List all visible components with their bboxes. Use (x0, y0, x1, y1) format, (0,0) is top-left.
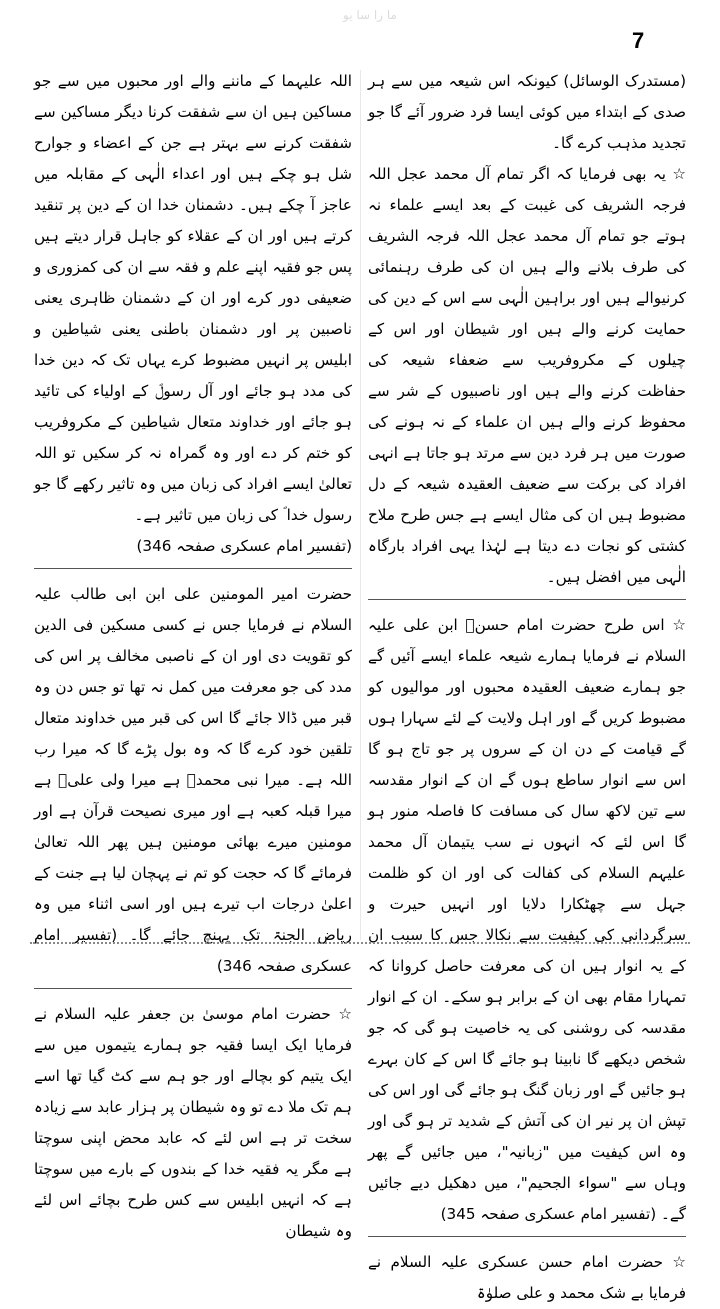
separator-line (368, 599, 686, 600)
separator-line (368, 1236, 686, 1237)
right-column (368, 66, 686, 1309)
column-divider (360, 70, 361, 940)
paragraph-mustadrak: (مستدرک الوسائل) کیونکہ اس شیعہ میں سے ہر صدی کے ابتداء میں کوئی ایسا فرد ضرور آئے گا جو تجدید مذہب کرے گا۔ (368, 72, 686, 152)
paragraph-imam-hasan: ☆ اس طرح حضرت امام حسنؑ ابن علی علیہ السلام نے فرمایا ہمارے شیعہ علماء ایسے آئیں گے جو ہمارے ضعیف العقیدہ محبوں اور موالیوں کو مضبوط کریں گے اور اہل ولایت کے لئے سہارا ہوں گے قیامت کے دن ان کے سروں پر جو تاج ہو گا اس سے انوار ساطع ہوں گے ان کے انوار مقدسہ سے تین لاکھ سال کی مسافت کا فاصلہ منور ہو گا اس لئے کہ انہوں نے سب یتیمان آل محمد علیہم السلام کی کفالت کی اور ان کو ظلمت جہل سے چھٹکارا دلایا اور انہیں حیرت و سرگردانی کی کیفیت سے نکالا جس کا سبب ان کے یہ انوار ہیں ان کی معرفت حاصل کروانا کہ تمہارا مقام بھی ان کے برابر ہو سکے۔ ان کے انوار مقدسہ کی روشنی کی یہ خاصیت ہو گی کہ جو شخص دیکھے گا نابینا ہو جائے گا اس کے کان بہرے ہو جائیں گے اور زبان گنگ ہو جائے گی اور اس کی تپش ان پر نیر ان کی آتش کے شدید تر ہو گی اور وہ اس کیفیت میں "زبانیہ"، میں جائیں گے پھر وہاں سے "سواء الجحیم"، میں دھکیل دیے جائیں گے۔ (تفسیر امام عسکری صفحہ 345) (368, 616, 686, 1223)
paragraph-ulama-ghaibat: ☆ یہ بھی فرمایا کہ اگر تمام آل محمد عجل اللہ فرجہ الشریف کی غیبت کے بعد ایسے علماء نہ ہوتے جو تمام آل محمد عجل اللہ فرجہ الشریف کی طرف بلانے والے ہیں ان کی طرف رہنمائی کرنیوالے ہیں اور براہین الٰہی سے اس کے دین کی حمایت کرنے والے ہیں اور شیطان اور اس کے چیلوں کے مکروفریب سے ضعفاء شیعہ کی حفاظت کرنے والے ہیں اور ناصبیوں کے شر سے محفوظ کرنے والے ہیں ان علماء کے نہ ہونے کی صورت میں ہر فرد دین سے مرتد ہو جاتا ہے انہی افراد کی برکت سے ضعیف العقیدہ شیعہ کے دل مضبوط ہیں ان کی مثال ایسے ہے جس طرح ملاح کشتی کو نجات دے دیتا ہے لہٰذا یہی افراد بارگاہ الٰہی میں افضل ہیں۔ (368, 165, 686, 586)
paragraph-imam-askari: ☆ حضرت امام حسن عسکری علیہ السلام نے فرمایا بے شک محمد و علی صلوٰۃ (368, 1253, 686, 1302)
faint-header-text: ما را سا یو (343, 8, 397, 22)
paragraph-imam-musa-kazim: ☆ حضرت امام موسیٰ بن جعفر علیہ السلام نے فرمایا ایک ایسا فقیہ جو ہمارے یتیموں میں سے ایک یتیم کو بچالے اور جو ہم سے کٹ گیا تھا اسے ہم تک ملا دے تو وہ شیطان پر ہزار عابد سے زیادہ سخت تر ہے اس لئے کہ عابد محض اپنی سوچتا ہے مگر یہ فقیہ خدا کے بندوں کے بارے میں سوچتا ہے کہ انہیں ابلیس سے کس طرح بچائے اس لئے وہ شیطان (34, 1005, 352, 1240)
reference-tafseer-346: (تفسیر امام عسکری صفحہ 346) (136, 537, 352, 555)
separator-line (34, 568, 352, 569)
separator-line (34, 988, 352, 989)
paragraph-amir-ul-momineen: حضرت امیر المومنین علی ابن ابی طالب علیہ السلام نے فرمایا جس نے کسی مسکین فی الدین کو تقویت دی اور ان کے ناصبی مخالف پر اس کی مدد کی جو معرفت میں کمل نہ تھا تو جس دن وہ قبر میں ڈالا جائے گا اس کی قبر میں خداوند متعال تلقین خود کرے گا کہ وہ بول پڑے گا کہ میرا رب اللہ ہے۔ میرا نبی محمدؐ ہے میرا ولی علیؑ ہے میرا قبلہ کعبہ ہے اور میری نصیحت قرآن ہے اور مومنین میرے بھائی مومنین ہیں پھر اللہ تعالیٰ فرمائے گا کہ حجت کو تم نے پہچان لیا ہے جنت کے اعلیٰ درجات اب تیرے ہیں اور اسی اثناء میں وہ ریاض الجنۃ تک پہنچ جائے گا۔ (تفسیر امام عسکری صفحہ 346) (34, 585, 352, 975)
footer-dotted-border (30, 942, 690, 952)
page-number: 7 (632, 28, 645, 53)
left-column (34, 66, 352, 1247)
paragraph-shafqat: اللہ علیہما کے ماننے والے اور محبوں میں سے جو مساکین ہیں ان سے شفقت کرنا دیگر مساکین سے شفقت کرنے سے بہتر ہے جن کے اعضاء و جوارح شل ہو چکے ہیں اور اعداء الٰہی کے مقابلہ میں عاجز آ چکے ہیں۔ دشمنان خدا ان کے دین پر تنقید کرتے ہیں اور ان کے عقلاء کو جاہل قرار دیتے ہیں پس جو فقیہ اپنے علم و فقہ سے ان کی کمزوری و ضعیفی دور کرے اور ان کے دشمنان ظاہری یعنی ناصبین پر اور دشمنان باطنی یعنی شیاطین و ابلیس پر انہیں مضبوط کرے یہاں تک کہ دین خدا کی مدد ہو جائے اور آل رسولؐ کے اولیاء کی تائید ہو جائے اور خداوند متعال شیاطین کے مکروفریب کو ختم کر دے اور وہ گمراہ نہ کر سکیں تو اللہ تعالیٰ ایسے افراد کی زبان میں وہ تاثیر رکھے گا جو رسول خدا ؐ کی زبان میں تاثیر ہے۔ (34, 72, 352, 524)
